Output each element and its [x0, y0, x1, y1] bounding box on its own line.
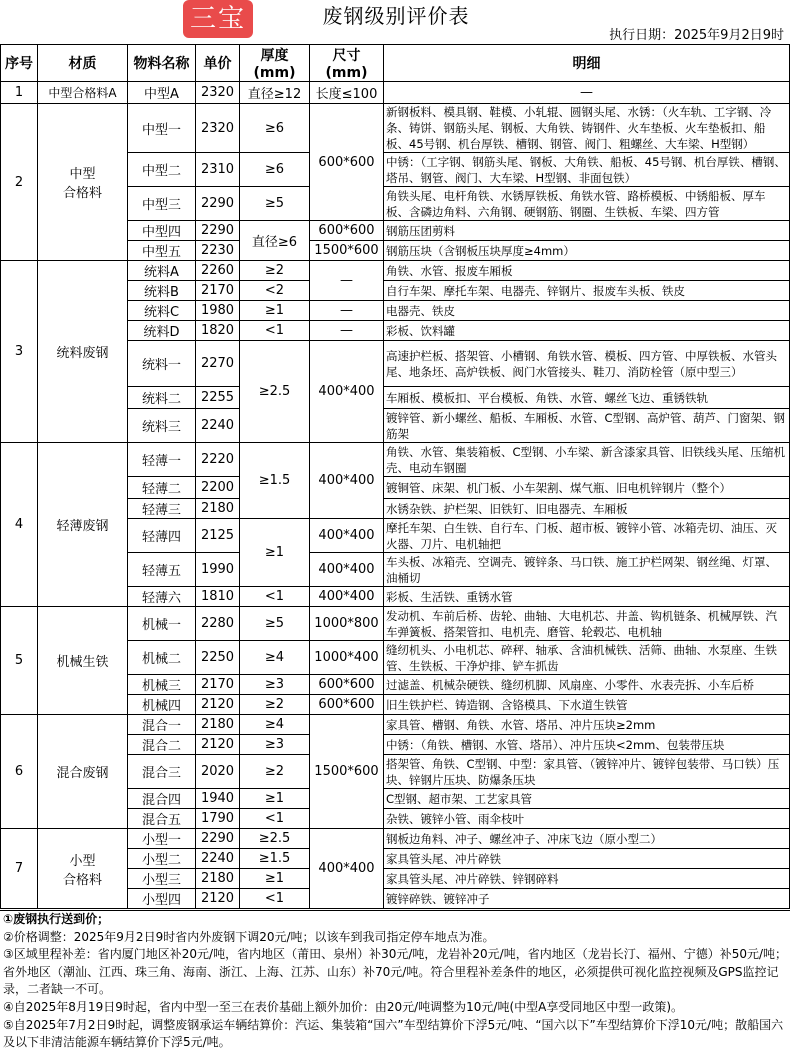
- detail: 水锈杂铁、护栏架、旧铁钉、旧电器壳、车厢板: [384, 499, 790, 519]
- row-no: 5: [1, 607, 38, 715]
- note-item: ④自2025年8月19日9时起，省内中型一至三在表价基础上额外加价：由20元/吨调整为10元/吨(中型A享受同地区中型一政策)。: [3, 999, 684, 1014]
- price: 2120: [196, 735, 240, 755]
- note-item: ①废钢执行送到价；: [3, 912, 110, 926]
- col-header: 单价: [196, 45, 240, 82]
- item-name: 轻薄二: [128, 477, 196, 499]
- item-name: 混合二: [128, 735, 196, 755]
- price: 2020: [196, 755, 240, 789]
- item-name: 中型四: [128, 221, 196, 241]
- col-header: 明细: [384, 45, 790, 82]
- detail: 钢板边角料、冲子、螺丝冲子、冲床飞边（原小型二）: [384, 829, 790, 849]
- item-name: 机械二: [128, 641, 196, 675]
- detail: 新钢板料、模具钢、鞋模、小轧辊、圆钢头尾、水锈：（火车轨、工字钢、冷条、铸饼、钢筋头尾、钢板、大角铁、铸钢件、火车垫板、火车垫板扣、船板、45号钢、机台厚铁、槽钢、钢管、阀门、粗螺丝、大车梁、H型钢）: [384, 104, 790, 153]
- detail: 镀锌管、新小螺丝、船板、车厢板、水管、C型钢、高炉管、葫芦、门窗架、钢筋架: [384, 409, 790, 443]
- detail: 杂铁、镀锌小管、雨伞枝叶: [384, 809, 790, 829]
- thickness: ≥2: [240, 755, 310, 789]
- size: 400*400: [310, 443, 384, 519]
- price: 2125: [196, 519, 240, 553]
- price: 2170: [196, 281, 240, 301]
- col-header: 物料名称: [128, 45, 196, 82]
- item-name: 中型三: [128, 187, 196, 221]
- price: 2240: [196, 849, 240, 869]
- table-row: [1, 715, 790, 735]
- price: 1810: [196, 587, 240, 607]
- detail: 自行车架、摩托车架、电器壳、锌钢片、报废车头板、铁皮: [384, 281, 790, 301]
- item-name: 混合三: [128, 755, 196, 789]
- detail: 镀锌碎铁、镀锌冲子: [384, 889, 790, 909]
- thickness: 直径≥6: [240, 221, 310, 261]
- thickness: ≥6: [240, 104, 310, 153]
- note-item: ⑤自2025年7月2日9时起，调整废钢承运车辆结算价：汽运、集装箱“国六”车型结算价下浮5元/吨、“国六以下”车型结算价下浮10元/吨；散船国六及以下非清洁能源车辆结算价下浮5元/吨。: [3, 1017, 784, 1050]
- thickness: ≥5: [240, 187, 310, 221]
- detail: 中锈：（角铁、槽钢、水管、塔吊）、冲片压块<2mm、包装带压块: [384, 735, 790, 755]
- size: 400*400: [310, 553, 384, 587]
- detail: 家具管、槽钢、角铁、水管、塔吊、冲片压块≥2mm: [384, 715, 790, 735]
- item-name: 中型A: [128, 82, 196, 104]
- price: 2280: [196, 607, 240, 641]
- table-row: [1, 104, 790, 153]
- item-name: 中型五: [128, 241, 196, 261]
- item-name: 中型一: [128, 104, 196, 153]
- size: 600*600: [310, 221, 384, 241]
- detail: 车头板、冰箱壳、空调壳、镀锌条、马口铁、施工护栏网架、钢丝绳、灯罩、油桶切: [384, 553, 790, 587]
- material: 轻薄废钢: [38, 443, 128, 607]
- price: 2180: [196, 715, 240, 735]
- item-name: 轻薄四: [128, 519, 196, 553]
- note-item: ③区域里程补差：省内厦门地区补20元/吨，省内地区（莆田、泉州）补30元/吨，龙岩补20元/吨，省内地区（龙岩长汀、福州、宁德）补50元/吨；省外地区（潮汕、江西、珠三角、海南、浙江、上海、江苏、山东）补70元/吨。符合里程补差条件的地区，必须提供可视化监控视频及GPS监控记录，二者缺一不可。: [3, 947, 788, 997]
- detail: 发动机、车前后桥、齿轮、曲轴、大电机芯、井盖、钩机链条、机械厚铁、汽车弹簧板、搭架管扣、电机壳、磨管、轮毂芯、电机轴: [384, 607, 790, 641]
- item-name: 小型四: [128, 889, 196, 909]
- item-name: 小型二: [128, 849, 196, 869]
- price: 1820: [196, 321, 240, 341]
- price: 2200: [196, 477, 240, 499]
- detail: 角铁、水管、集装箱板、C型钢、小车梁、新含漆家具管、旧铁线头尾、压缩机壳、电动车钢圈: [384, 443, 790, 477]
- price: 2260: [196, 261, 240, 281]
- price: 2180: [196, 499, 240, 519]
- material: 中型合格料A: [38, 82, 128, 104]
- thickness: ≥1: [240, 869, 310, 889]
- price: 2310: [196, 153, 240, 187]
- item-name: 轻薄一: [128, 443, 196, 477]
- price: 1940: [196, 789, 240, 809]
- thickness: ≥1: [240, 301, 310, 321]
- thickness: <1: [240, 587, 310, 607]
- thickness: ≥1.5: [240, 443, 310, 519]
- price: 2230: [196, 241, 240, 261]
- item-name: 中型二: [128, 153, 196, 187]
- size: 400*400: [310, 519, 384, 553]
- item-name: 小型三: [128, 869, 196, 889]
- page-title: 废钢级别评价表: [322, 4, 470, 28]
- thickness: 直径≥12: [240, 82, 310, 104]
- thickness: ≥2: [240, 695, 310, 715]
- detail: 钢筋压团剪料: [384, 221, 790, 241]
- detail: 高速护栏板、搭架管、小槽钢、角铁水管、模板、四方管、中厚铁板、水管头尾、地条坯、高炉铁板、阀门水管接头、鞋刀、消防栓管（原中型三）: [384, 341, 790, 387]
- size: 600*600: [310, 695, 384, 715]
- detail: 中锈：（工字钢、钢筋头尾、钢板、大角铁、船板、45号钢、机台厚铁、槽钢、塔吊、钢管、阀门、大车梁、H型钢、非面包铁）: [384, 153, 790, 187]
- size: —: [310, 301, 384, 321]
- price: 2120: [196, 889, 240, 909]
- price-table: [0, 44, 790, 909]
- detail: 镀铜管、床架、机门板、小车架割、煤气瓶、旧电机锌钢片（整个）: [384, 477, 790, 499]
- size: 1500*600: [310, 715, 384, 829]
- item-name: 混合四: [128, 789, 196, 809]
- thickness: ≥2.5: [240, 341, 310, 443]
- size: 400*400: [310, 587, 384, 607]
- size: —: [310, 261, 384, 301]
- price: 1990: [196, 553, 240, 587]
- detail: 电器壳、铁皮: [384, 301, 790, 321]
- thickness: ≥1: [240, 789, 310, 809]
- thickness: <2: [240, 281, 310, 301]
- col-header: 序号: [1, 45, 38, 82]
- detail: 角铁头尾、电杆角铁、水锈厚铁板、角铁水管、路桥模板、中锈船板、厚车板、含磷边角料、六角钢、硬钢筋、钢圈、生铁板、车梁、四方管: [384, 187, 790, 221]
- thickness: ≥1: [240, 519, 310, 587]
- thickness: ≥3: [240, 675, 310, 695]
- size: 1000*800: [310, 607, 384, 641]
- price: 1980: [196, 301, 240, 321]
- price: 2270: [196, 341, 240, 387]
- detail: 家具管头尾、冲片碎铁: [384, 849, 790, 869]
- item-name: 统料一: [128, 341, 196, 387]
- detail: —: [384, 82, 790, 104]
- price: 2240: [196, 409, 240, 443]
- thickness: ≥3: [240, 735, 310, 755]
- thickness: ≥2: [240, 261, 310, 281]
- thickness: ≥6: [240, 153, 310, 187]
- thickness: ≥2.5: [240, 829, 310, 849]
- thickness: ≥4: [240, 715, 310, 735]
- detail: 过滤盖、机械杂硬铁、缝纫机脚、风扇座、小零件、水表壳拆、小车后桥: [384, 675, 790, 695]
- detail: 搭架管、角铁、C型钢、中型：家具管、（镀锌冲片、镀锌包装带、马口铁）压块、锌钢片压块、防爆条压块: [384, 755, 790, 789]
- size: 1000*400: [310, 641, 384, 675]
- material: 小型 合格料: [38, 829, 128, 909]
- table-row: [1, 829, 790, 849]
- item-name: 轻薄三: [128, 499, 196, 519]
- material: 混合废钢: [38, 715, 128, 829]
- item-name: 混合一: [128, 715, 196, 735]
- item-name: 轻薄五: [128, 553, 196, 587]
- size: 600*600: [310, 104, 384, 221]
- item-name: 统料二: [128, 387, 196, 409]
- detail: 角铁、水管、报废车厢板: [384, 261, 790, 281]
- detail: 家具管头尾、冲片碎铁、锌钢碎料: [384, 869, 790, 889]
- price: 2290: [196, 221, 240, 241]
- size: 600*600: [310, 675, 384, 695]
- item-name: 统料D: [128, 321, 196, 341]
- col-header: 厚度(mm): [240, 45, 310, 82]
- detail: 摩托车架、白生铁、自行车、门板、超市板、镀锌小管、冰箱壳切、油压、灭火器、刀片、电机轴把: [384, 519, 790, 553]
- detail: C型钢、超市架、工艺家具管: [384, 789, 790, 809]
- notes-section: [0, 910, 790, 1052]
- row-no: 6: [1, 715, 38, 829]
- row-no: 2: [1, 104, 38, 261]
- detail: 钢筋压块（含钢板压块厚度≥4mm）: [384, 241, 790, 261]
- item-name: 小型一: [128, 829, 196, 849]
- table-row: [1, 82, 790, 104]
- thickness: <1: [240, 321, 310, 341]
- detail: 旧生铁护栏、铸造钢、含铬模具、下水道生铁管: [384, 695, 790, 715]
- item-name: 机械三: [128, 675, 196, 695]
- note-item: ②价格调整：2025年9月2日9时省内外废钢下调20元/吨；以该车到我司指定停车地点为准。: [3, 929, 495, 944]
- material: 机械生铁: [38, 607, 128, 715]
- table-row: [1, 443, 790, 477]
- size: —: [310, 321, 384, 341]
- item-name: 统料B: [128, 281, 196, 301]
- detail: 车厢板、模板扣、平台模板、角铁、水管、螺丝飞边、重锈铁轨: [384, 387, 790, 409]
- price: 2250: [196, 641, 240, 675]
- detail: 缝纫机头、小电机芯、碎秤、轴承、含油机械铁、活筛、曲轴、水泵座、生铁管、生铁板、干净炉排、铲车抓齿: [384, 641, 790, 675]
- price: 2255: [196, 387, 240, 409]
- brand-logo: 三宝: [183, 0, 253, 38]
- col-header: 材质: [38, 45, 128, 82]
- row-no: 7: [1, 829, 38, 909]
- thickness: <1: [240, 809, 310, 829]
- table-row: [1, 607, 790, 641]
- price: 2170: [196, 675, 240, 695]
- price: 2290: [196, 829, 240, 849]
- price: 2320: [196, 82, 240, 104]
- price: 1790: [196, 809, 240, 829]
- header-row: [1, 45, 790, 82]
- thickness: ≥1.5: [240, 849, 310, 869]
- item-name: 统料A: [128, 261, 196, 281]
- price: 2290: [196, 187, 240, 221]
- item-name: 统料C: [128, 301, 196, 321]
- item-name: 机械一: [128, 607, 196, 641]
- size: 400*400: [310, 341, 384, 443]
- item-name: 机械四: [128, 695, 196, 715]
- detail: 彩板、生活铁、重锈水管: [384, 587, 790, 607]
- table-row: [1, 261, 790, 281]
- row-no: 1: [1, 82, 38, 104]
- thickness: ≥4: [240, 641, 310, 675]
- price: 2180: [196, 869, 240, 889]
- size: 长度≤100: [310, 82, 384, 104]
- price: 2320: [196, 104, 240, 153]
- row-no: 3: [1, 261, 38, 443]
- col-header: 尺寸(mm): [310, 45, 384, 82]
- item-name: 统料三: [128, 409, 196, 443]
- thickness: ≥5: [240, 607, 310, 641]
- item-name: 混合五: [128, 809, 196, 829]
- material: 中型 合格料: [38, 104, 128, 261]
- price: 2120: [196, 695, 240, 715]
- row-no: 4: [1, 443, 38, 607]
- price: 2220: [196, 443, 240, 477]
- size: 400*400: [310, 829, 384, 909]
- detail: 彩板、饮料罐: [384, 321, 790, 341]
- item-name: 轻薄六: [128, 587, 196, 607]
- material: 统料废钢: [38, 261, 128, 443]
- exec-date: 执行日期：2025年9月2日9时: [609, 28, 784, 43]
- thickness: <1: [240, 889, 310, 909]
- size: 1500*600: [310, 241, 384, 261]
